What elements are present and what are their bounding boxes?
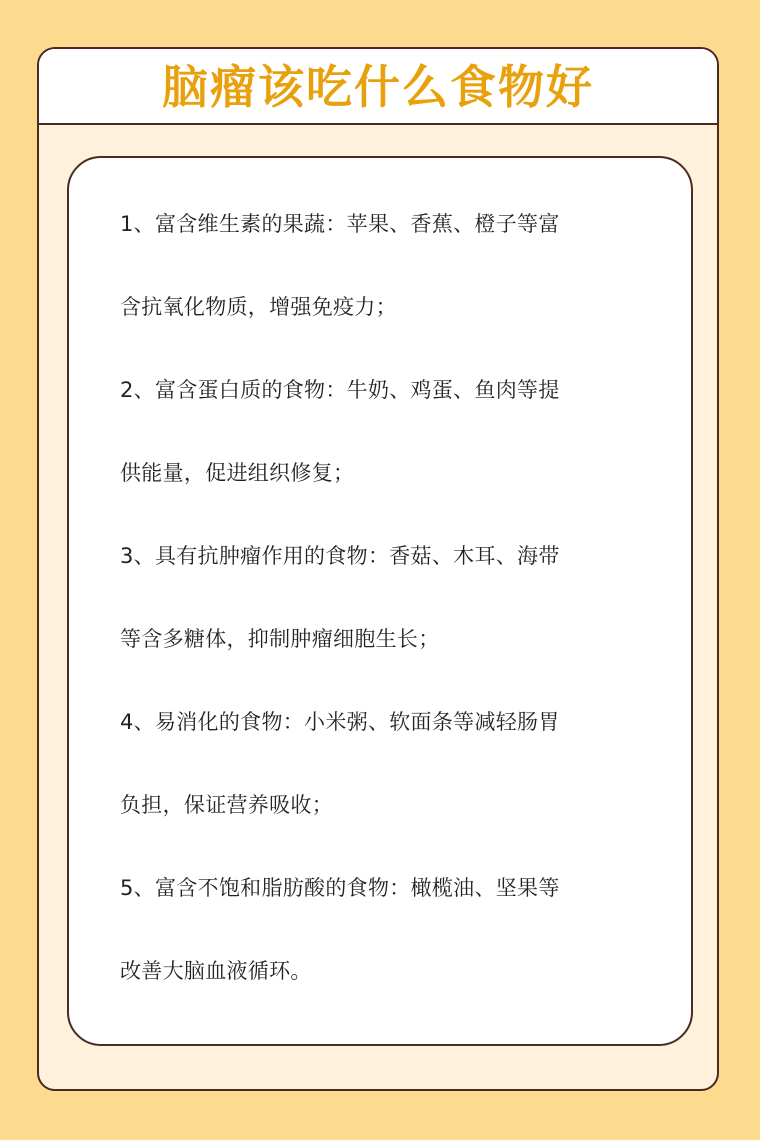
text-line: 供能量，促进组织修复；: [120, 461, 355, 485]
text-line: 4、易消化的食物：小米粥、软面条等减轻肠胃: [120, 710, 560, 734]
text-line: 1、富含维生素的果蔬：苹果、香蕉、橙子等富: [120, 212, 560, 236]
title-bar: [39, 49, 717, 125]
text-line: 3、具有抗肿瘤作用的食物：香菇、木耳、海带: [120, 544, 560, 568]
text-line: 改善大脑血液循环。: [120, 959, 312, 983]
text-line: 等含多糖体，抑制肿瘤细胞生长；: [120, 627, 440, 651]
text-line: 负担，保证营养吸收；: [120, 793, 333, 817]
content-text: [120, 198, 640, 1028]
text-line: 5、富含不饱和脂肪酸的食物：橄榄油、坚果等: [120, 876, 560, 900]
text-line: 含抗氧化物质，增强免疫力；: [120, 295, 397, 319]
text-line: 2、富含蛋白质的食物：牛奶、鸡蛋、鱼肉等提: [120, 378, 560, 402]
page-title: 脑瘤该吃什么食物好: [162, 60, 594, 114]
